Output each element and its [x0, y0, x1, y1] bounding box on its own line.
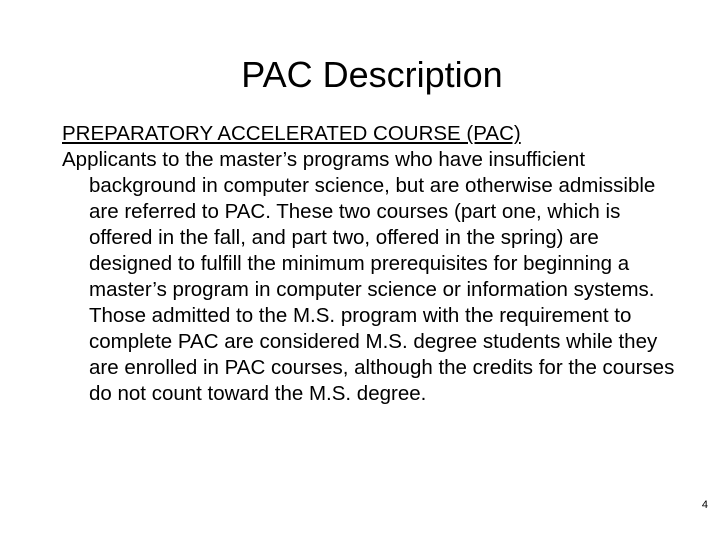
slide-body	[62, 121, 682, 407]
page-number: 4	[701, 499, 708, 511]
description-paragraph: Applicants to the master’s programs who have insufficient background in computer science, but are otherwise admissible are referred to PAC. These two courses (part one, which is offered in the fall, and part two, offered in the spring) are designed to fulfill the minimum prerequisites for beginning a master’s program in computer science or information systems. Those admitted to the M.S. program with the requirement to complete PAC are considered M.S. degree students while they are enrolled in PAC courses, although the credits for the courses do not count toward the M.S. degree.	[62, 148, 675, 405]
slide-title: PAC Description	[241, 54, 503, 95]
section-heading: PREPARATORY ACCELERATED COURSE (PAC)	[62, 122, 521, 145]
